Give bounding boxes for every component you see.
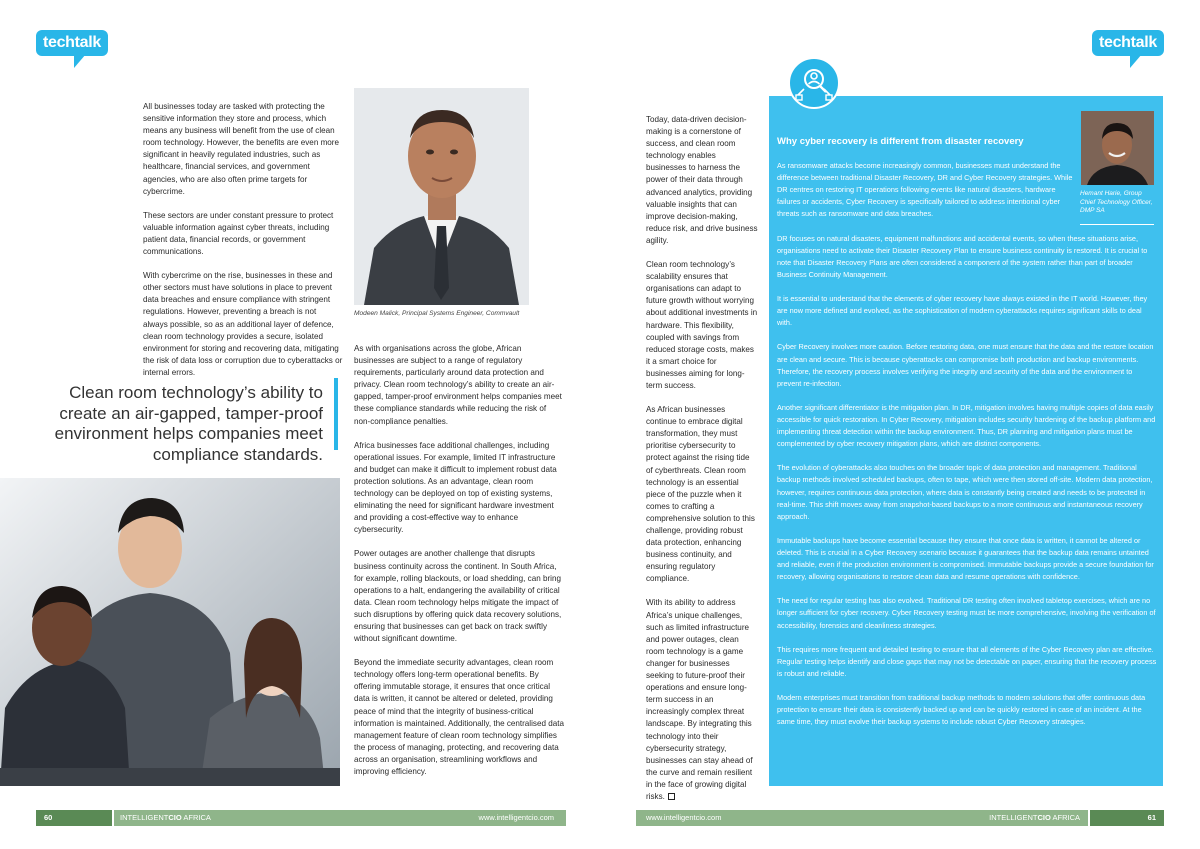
page-number: 60 [44, 813, 53, 822]
pull-quote-bar [334, 378, 338, 450]
box-paragraph: Modern enterprises must transition from traditional backup methods to modern solutions that offer continuous data protection to ensure their data is consistently backed up and can be quickly restored in case of an incident. At the same time, they must evolve their backup systems to include robust Cyber Recovery strategies. [777, 693, 1146, 727]
footer-url[interactable]: www.intelligentcio.com [478, 813, 554, 822]
portrait-caption: Modeen Malick, Principal Systems Engineer, Commvault [354, 310, 520, 317]
paragraph: As African businesses continue to embrace digital transformation, they must prioritise cybersecurity to protect against the rising tide of cyberthreats. Clean room technology is an essential piece of the puzzle when it comes to crafting a comprehensive solution to this challenge, providing robust data protection, enhancing business continuity, and ensuring regulatory compliance. [646, 405, 755, 584]
portrait-illustration [1081, 111, 1154, 185]
box-paragraph: As ransomware attacks become increasingly common, businesses must understand the difference between traditional Disaster Recovery, DR and Cyber Recovery strategies. While DR centres on restoring IT operations following events like natural disasters, hardware failures or accidents, Cyber Recovery is specifically tailored to address intentional cyber threats such as ransomware and data breaches. [777, 161, 1073, 219]
footer-url[interactable]: www.intelligentcio.com [646, 813, 722, 822]
caption-divider [1080, 224, 1154, 225]
right-main-column [646, 114, 758, 815]
left-intro-column [143, 101, 343, 391]
portrait-photo-modeen [354, 88, 529, 305]
box-paragraph: This requires more frequent and detailed testing to ensure that all elements of the Cyber Recovery plan are effective. Regular testing helps identify and close gaps that may not be detectable on paper, ensuring that the recovery process is robust and reliable. [777, 644, 1157, 678]
office-illustration [0, 478, 340, 786]
techtalk-logo-right [1092, 30, 1164, 70]
paragraph: As with organisations across the globe, African businesses are subject to a range of regulatory requirements, particularly around data protection and privacy. Clean room technology’s ability to create an air-gapped, tamper-proof environment helps companies meet these compliance standards while reducing the risk of non-compliance penalties. [354, 344, 562, 426]
hemant-caption: Hemant Harie, Group Chief Technology Officer, DMP SA [1080, 190, 1153, 214]
paragraph [646, 597, 758, 803]
box-paragraph: Another significant differentiator is the mitigation plan. In DR, mitigation involves having multiple copies of data easily accessible for quick restoration. In Cyber Recovery, mitigation includes security hardening of the backup platform and implementing threat detection within the backup environment. Thus, DR planning and mitigation plans must be complemented by cyber recovery mitigation plans, which are distinct components. [777, 402, 1156, 449]
box-paragraph: Immutable backups have become essential because they ensure that once data is written, it cannot be altered or deleted. This is crucial in a Cyber Recovery scenario because it guarantees that the backup data remains untainted and reliable, even if the production environment is compromised. Immutable backups provide a secure foundation for recovery, allowing organisations to restore clean data and resume operations with confidence. [777, 535, 1154, 582]
search-person-icon [790, 59, 838, 107]
paragraph: Africa businesses face additional challenges, including operational issues. For example, limited IT infrastructure and budget can make it difficult to implement robust data protection solutions. As an advantage, clean room technology can be deployed on top of existing systems, eliminating the need for significant hardware investment and providing a cost-effective way to enhance cybersecurity. [354, 440, 557, 535]
logo-tail [1130, 54, 1142, 68]
footer-right-bar [636, 810, 1088, 826]
paragraph: Power outages are another challenge that disrupts business continuity across the continent. In South Africa, for example, rolling blackouts, or load shedding, can bring operations to a halt, endangering the availability of critical data. Clean room technology helps mitigate the impact of such disruptions by offering quick data recovery solutions, ensuring that businesses can get back on track swiftly without significant downtime. [354, 549, 562, 644]
pull-quote: Clean room technology’s ability to create an air-gapped, tamper-proof environment helps companies meet compliance standards. [54, 383, 323, 464]
box-paragraph: It is essential to understand that the elements of cyber recovery have always existed in the IT world. However, they are now more defined and evolved, as the sophistication of modern cyberattacks requires significant skills to deal with. [777, 294, 1148, 328]
portrait-illustration [354, 88, 529, 305]
publication-name: INTELLIGENTCIO AFRICA [989, 813, 1080, 822]
left-main-column [354, 343, 564, 790]
paragraph: Beyond the immediate security advantages, clean room technology offers long-term operational benefits. By offering immutable storage, it ensures that once critical data is written, it cannot be altered or deleted, providing peace of mind that the integrity of business-critical information is maintained. Additionally, the centralised data management feature of clean room technology simplifies the process of managing, protecting, and recovering data across an organisation, streamlining workflows and improving efficiency. [354, 658, 564, 776]
office-team-photo [0, 478, 340, 786]
paragraph: With cybercrime on the rise, businesses in these and other sectors must have solutions in place to prevent data breaches and ensure compliance with stringent regulations. However, preventing a breach is not always possible, so as an additional layer of defence, clean room technology provides a secure, isolated environment for storing and recovering data, mitigating the risk of data loss or corruption due to cyberattacks or internal errors. [143, 271, 343, 377]
logo-text: techtalk [36, 30, 108, 56]
paragraph: Today, data-driven decision-making is a cornerstone of success, and clean room technology enables businesses to harness the power of their data through advanced analytics, providing valuable insights that can improve decision-making, reduce risk, and drive business agility. [646, 115, 758, 245]
box-paragraph: Cyber Recovery involves more caution. Before restoring data, one must ensure that the data and the restore location are clean and secure. This is because cyberattacks can compromise both production and backup environments. Therefore, the recovery process involves verifying the integrity and security of the data and the environment to prevent re-infection. [777, 342, 1154, 388]
data-search-icon [788, 57, 840, 109]
page-number: 61 [1147, 813, 1156, 822]
box-body [777, 160, 1157, 741]
footer-left-page-number [36, 810, 112, 826]
footer-left-bar [114, 810, 566, 826]
box-paragraph: The evolution of cyberattacks also touches on the broader topic of data protection and management. Traditional backup methods involved scheduled backups, often to tape, which were then stored off-site. Modern data protection, however, requires continuous data protection, where data is constantly being created and needs to be protected in real-time. This shift moves away from snapshot-based backups to a more continuous and instantaneous recovery approach. [777, 463, 1153, 521]
publication-name: INTELLIGENTCIO AFRICA [120, 813, 211, 822]
paragraph: All businesses today are tasked with protecting the sensitive information they store and process, which means any business will benefit from the use of clean room technology. However, the benefits are even more significant in heavily regulated industries, such as healthcare, financial services, and government agencies, who are also often prime targets for cybercrime. [143, 102, 340, 196]
paragraph: Clean room technology’s scalability ensures that organisations can adapt to future growth without worrying about additional investments in hardware. This flexibility, coupled with savings from reduced storage costs, makes it a smart choice for businesses aiming for long-term success. [646, 260, 758, 390]
box-heading: Why cyber recovery is different from disaster recovery [777, 136, 1024, 147]
paragraph-text: With its ability to address Africa’s unique challenges, such as limited infrastructure and power outages, clean room technology is a game changer for businesses seeking to future-proof their operations and ensure long-term success in an increasingly complex threat landscape. By integrating this technology into their cybersecurity strategy, businesses can stay ahead of the curve and remain resilient in the face of growing digital risks. [646, 598, 753, 801]
logo-text: techtalk [1092, 30, 1164, 56]
end-mark-icon [668, 793, 675, 800]
paragraph: These sectors are under constant pressure to protect valuable information against cyber threats, including patient data, financial records, or government communications. [143, 210, 334, 257]
portrait-photo-hemant [1081, 111, 1154, 185]
box-paragraph: The need for regular testing has also evolved. Traditional DR testing often involved tabletop exercises, which are no longer sufficient for cyber recovery. Cyber Recovery testing must be more comprehensive, involving the verification of accessibility, forensics and cleanliness strategies. [777, 596, 1156, 630]
techtalk-logo-left [36, 30, 108, 70]
box-paragraph: DR focuses on natural disasters, equipment malfunctions and accidental events, so when these situations arise, organisations need to activate their Disaster Recovery Plan to ensure business continuity is restored. It is crucial to note that Disaster Recovery Plans are often considered a component of the system rather than part of broader Business Continuity Management. [777, 233, 1148, 279]
footer-right-page-number [1090, 810, 1164, 826]
logo-tail [74, 54, 86, 68]
